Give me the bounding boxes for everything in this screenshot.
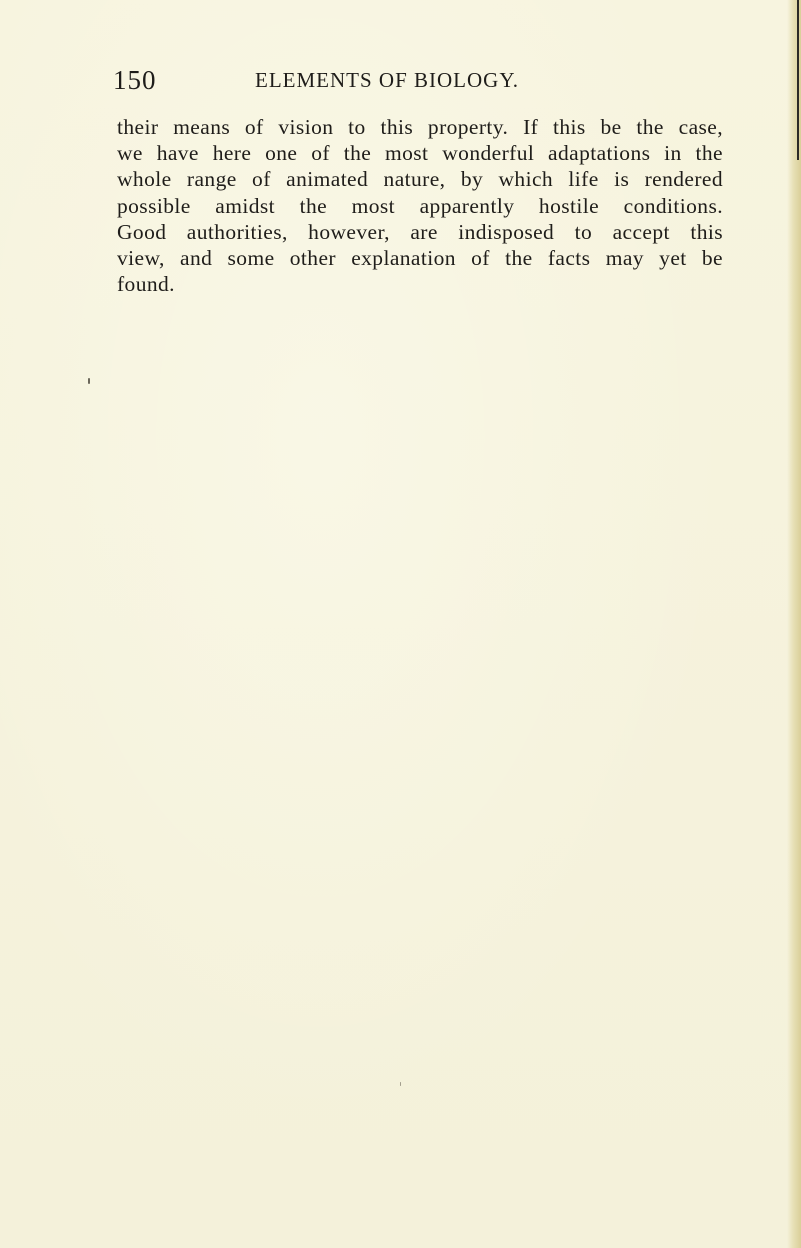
running-title: ELEMENTS OF BIOLOGY. bbox=[255, 68, 520, 92]
text-line: their means of vision to this property. If this be the case, bbox=[117, 115, 723, 139]
page-edge-line bbox=[797, 0, 799, 160]
page-number: 150 bbox=[113, 65, 157, 95]
paper-speck bbox=[400, 1082, 401, 1086]
text-line: possible amidst the most apparently hostile conditions. bbox=[117, 193, 723, 218]
text-line: found. bbox=[117, 272, 175, 297]
page-edge-shadow bbox=[787, 0, 801, 1248]
text-line: we have here one of the most wonderful adaptations in the bbox=[117, 141, 723, 166]
paper-speck bbox=[88, 378, 90, 384]
page-header bbox=[113, 62, 643, 98]
text-line: Good authorities, however, are indisposed to accept this bbox=[117, 219, 723, 244]
text-line: whole range of animated nature, by which life is rendered bbox=[117, 167, 723, 192]
body-paragraph bbox=[117, 114, 723, 297]
text-line: view, and some other explanation of the facts may yet be bbox=[117, 246, 723, 271]
